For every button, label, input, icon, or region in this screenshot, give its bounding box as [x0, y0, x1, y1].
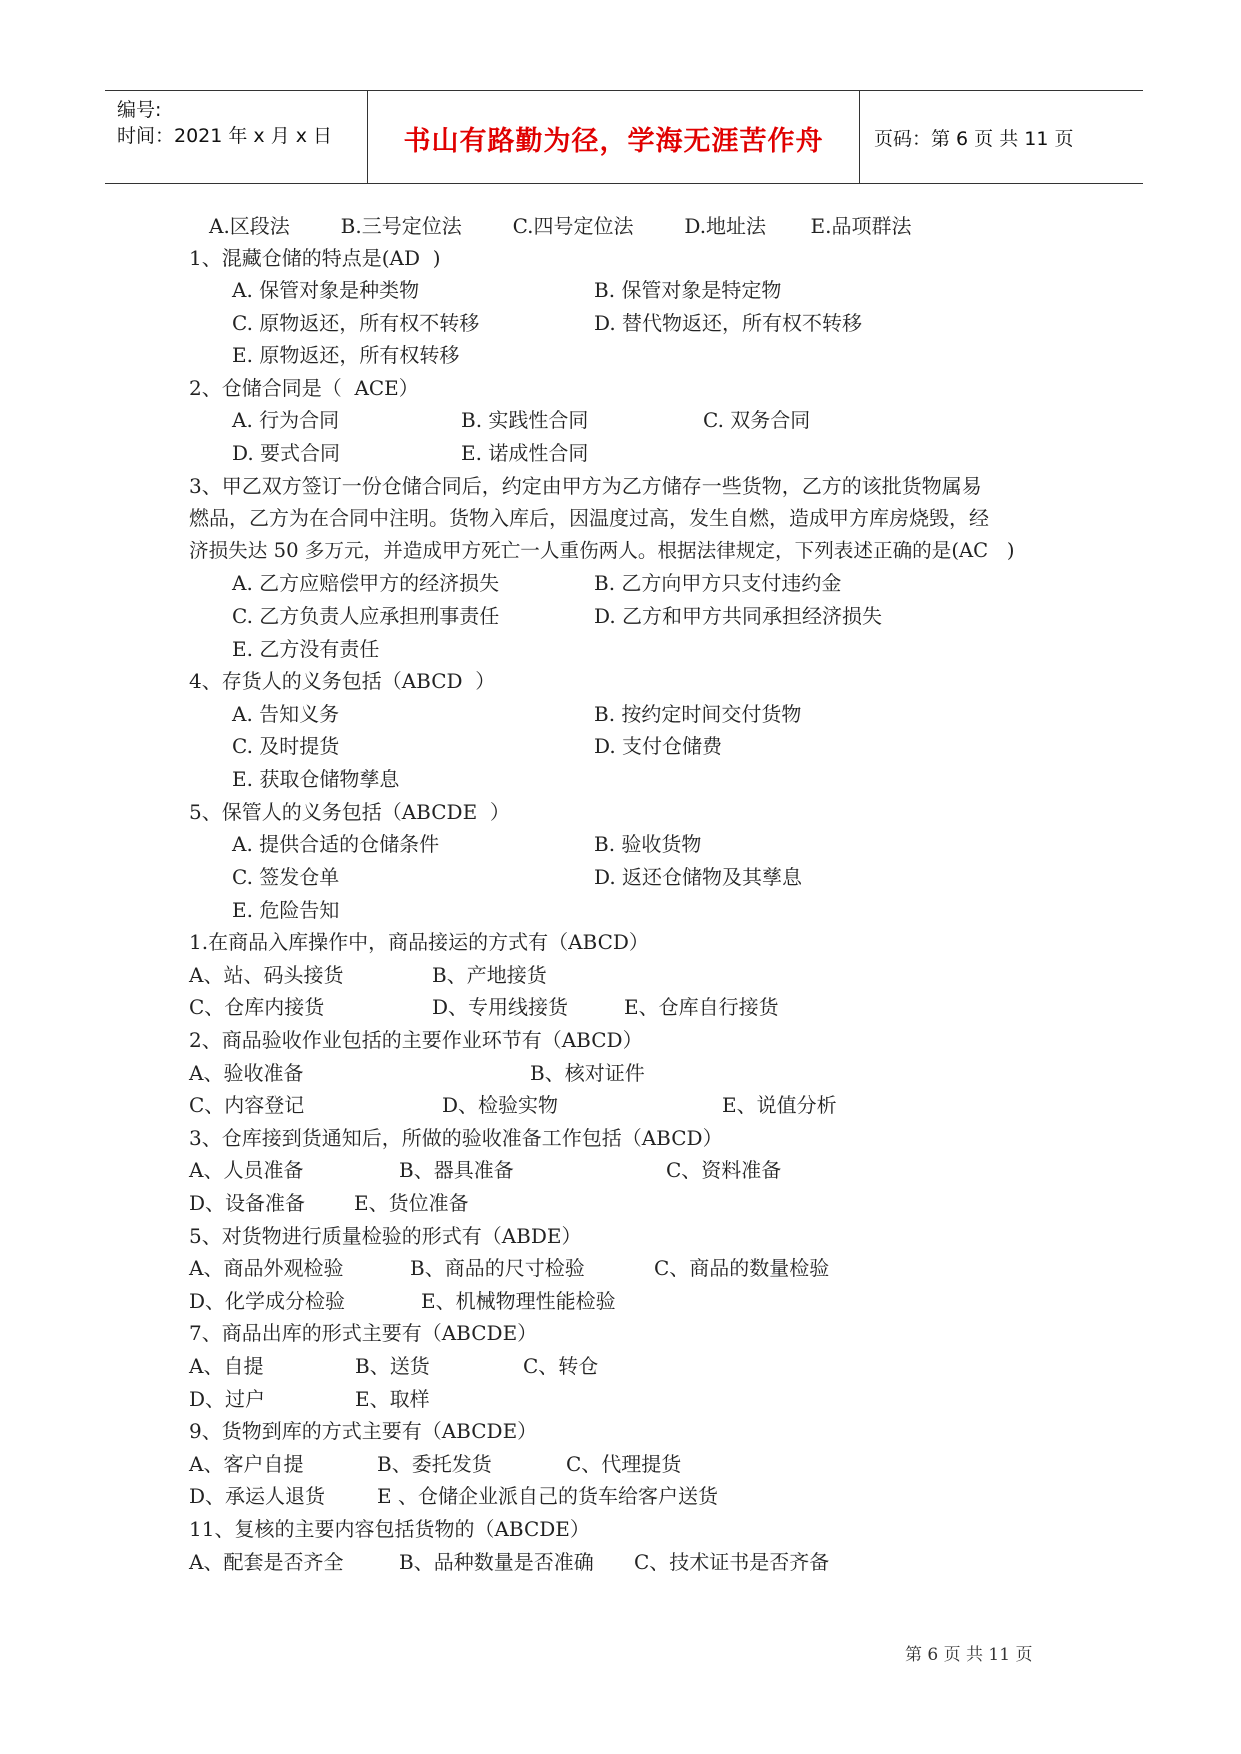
option-item: A、自提: [189, 1354, 264, 1378]
option-item: E、取样: [355, 1387, 430, 1411]
option-item: B、产地接货: [432, 963, 547, 987]
option-item: C. 签发仓单: [232, 865, 340, 889]
question-line: 5、保管人的义务包括（ABCDE ）: [189, 800, 510, 824]
option-item: E、说值分析: [722, 1093, 837, 1117]
option-item: A、客户自提: [189, 1452, 304, 1476]
option-item: B、委托发货: [377, 1452, 492, 1476]
option-item: E. 获取仓储物孳息: [232, 767, 400, 791]
option-item: A、验收准备: [189, 1061, 304, 1085]
option-item: D. 替代物返还，所有权不转移: [594, 311, 863, 335]
option-item: A、人员准备: [189, 1158, 304, 1182]
option-item: C. 及时提货: [232, 734, 340, 758]
option-item: E、机械物理性能检验: [421, 1289, 616, 1313]
question-line: 1、混藏仓储的特点是(AD ): [189, 246, 441, 270]
option-item: D、承运人退货: [189, 1484, 326, 1508]
option-item: B、商品的尺寸检验: [410, 1256, 585, 1280]
option-item: C. 乙方负责人应承担刑事责任: [232, 604, 500, 628]
question-line: 5、对货物进行质量检验的形式有（ABDE）: [189, 1224, 582, 1248]
question-line: 燃品，乙方为在合同中注明。货物入库后，因温度过高，发生自燃，造成甲方库房烧毁，经: [189, 506, 989, 530]
option-item: A. 乙方应赔偿甲方的经济损失: [232, 571, 500, 595]
option-item: C、仓库内接货: [189, 995, 325, 1019]
option-item: B、器具准备: [399, 1158, 514, 1182]
option-item: B. 验收货物: [594, 832, 702, 856]
option-item: B、核对证件: [530, 1061, 645, 1085]
page-footer: 第 6 页 共 11 页: [905, 1645, 1033, 1665]
option-item: C、代理提货: [566, 1452, 682, 1476]
option-item: B. 实践性合同: [461, 408, 589, 432]
option-item: A、站、码头接货: [189, 963, 344, 987]
option-item: E. 危险告知: [232, 898, 340, 922]
option-item: B、品种数量是否准确: [399, 1550, 594, 1574]
option-item: C、技术证书是否齐备: [634, 1550, 830, 1574]
option-item: E. 原物返还，所有权转移: [232, 343, 460, 367]
question-line: 11、复核的主要内容包括货物的（ABCDE）: [189, 1517, 590, 1541]
option-item: C、内容登记: [189, 1093, 305, 1117]
option-item: C. 双务合同: [703, 408, 811, 432]
question-line: 2、商品验收作业包括的主要作业环节有（ABCD）: [189, 1028, 643, 1052]
option-item: A. 提供合适的仓储条件: [232, 832, 440, 856]
answer-options-line: A.区段法 B.三号定位法 C.四号定位法 D.地址法 E.品项群法: [209, 214, 912, 238]
option-item: C、转仓: [523, 1354, 599, 1378]
option-item: D、检验实物: [442, 1093, 559, 1117]
option-item: D. 返还仓储物及其孳息: [594, 865, 803, 889]
question-line: 9、货物到库的方式主要有（ABCDE）: [189, 1419, 538, 1443]
option-item: B. 保管对象是特定物: [594, 278, 782, 302]
option-item: E、货位准备: [354, 1191, 469, 1215]
option-item: D、专用线接货: [432, 995, 569, 1019]
option-item: E 、仓储企业派自己的货车给客户送货: [377, 1484, 718, 1508]
option-item: A. 保管对象是种类物: [232, 278, 420, 302]
question-line: 3、仓库接到货通知后，所做的验收准备工作包括（ABCD）: [189, 1126, 723, 1150]
question-line: 2、仓储合同是（ ACE）: [189, 376, 419, 400]
option-item: D. 支付仓储费: [594, 734, 723, 758]
option-item: A、商品外观检验: [189, 1256, 344, 1280]
option-item: E. 乙方没有责任: [232, 637, 380, 661]
question-line: 1.在商品入库操作中，商品接运的方式有（ABCD）: [189, 930, 649, 954]
option-item: D. 要式合同: [232, 441, 341, 465]
question-line: 7、商品出库的形式主要有（ABCDE）: [189, 1321, 538, 1345]
question-line: 济损失达 50 多万元，并造成甲方死亡一人重伤两人。根据法律规定，下列表述正确的是(AC ): [189, 539, 1015, 562]
option-item: C、商品的数量检验: [654, 1256, 830, 1280]
motto: 书山有路勤为径，学海无涯苦作舟: [403, 126, 824, 157]
option-item: D. 乙方和甲方共同承担经济损失: [594, 604, 883, 628]
option-item: A. 告知义务: [232, 702, 340, 726]
option-item: A. 行为合同: [232, 408, 340, 432]
question-line: 3、甲乙双方签订一份仓储合同后，约定由甲方为乙方储存一些货物，乙方的该批货物属易: [189, 474, 982, 498]
option-item: E. 诺成性合同: [461, 441, 589, 465]
option-item: B. 按约定时间交付货物: [594, 702, 802, 726]
time-label: 时间：2021 年 x 月 x 日: [117, 125, 333, 147]
option-item: B、送货: [355, 1354, 430, 1378]
question-line: 4、存货人的义务包括（ABCD ）: [189, 669, 496, 693]
option-item: D、过户: [189, 1387, 266, 1411]
option-item: E、仓库自行接货: [624, 995, 779, 1019]
option-item: D、化学成分检验: [189, 1289, 346, 1313]
option-item: C、资料准备: [666, 1158, 782, 1182]
page-number-label: 页码：第 6 页 共 11 页: [874, 128, 1074, 150]
option-item: C. 原物返还，所有权不转移: [232, 311, 480, 335]
option-item: B. 乙方向甲方只支付违约金: [594, 571, 842, 595]
option-item: D、设备准备: [189, 1191, 306, 1215]
option-item: A、配套是否齐全: [189, 1550, 344, 1574]
serial-label: 编号:: [117, 99, 162, 121]
